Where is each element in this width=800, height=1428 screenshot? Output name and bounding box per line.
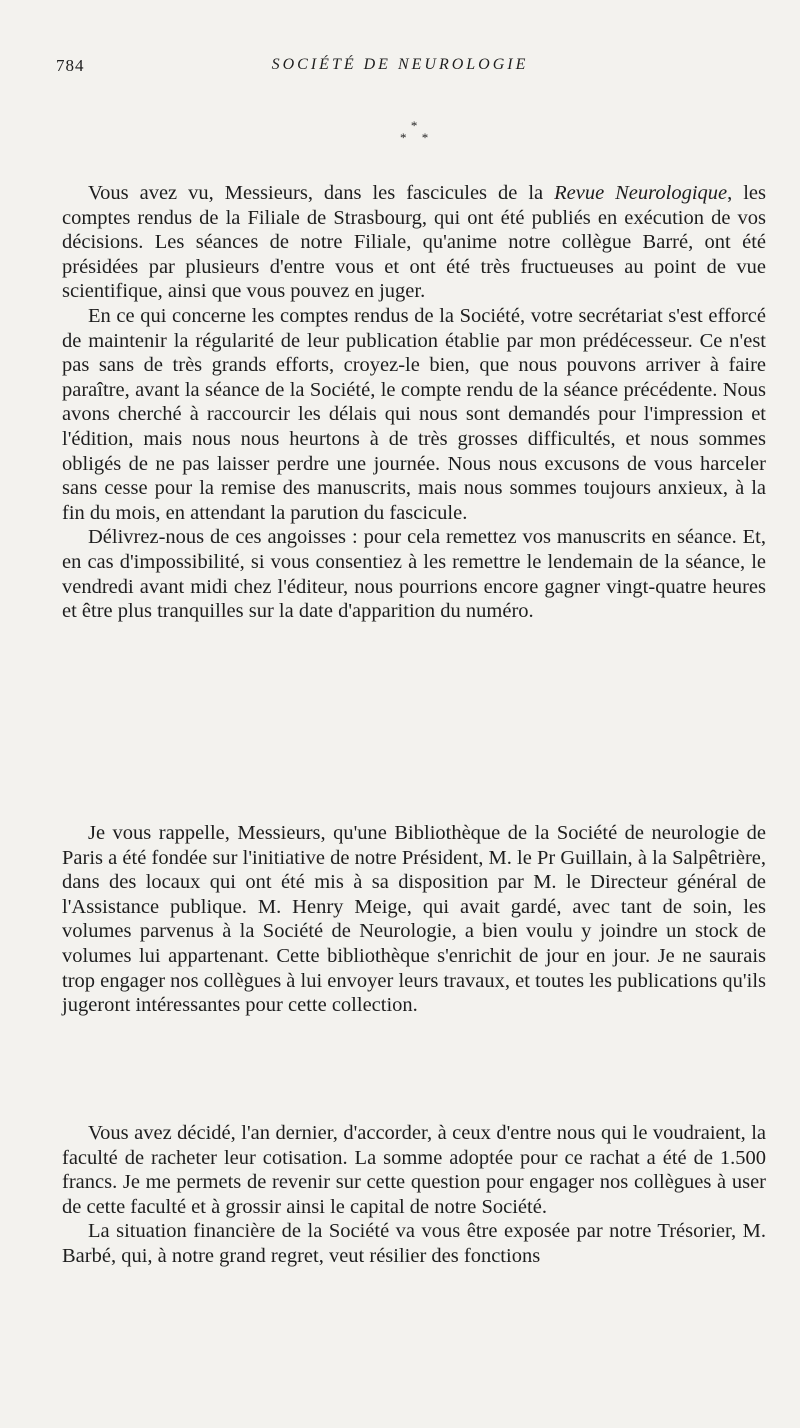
paragraph-manuscrits: Délivrez-nous de ces angoisses : pour cela remettez vos manuscrits en séance. Et, en cas d'impossibilité, si vous consentiez à les remettre le lendemain de la séance, le vendredi avant midi chez l'éditeur, nous pourrions encore gagner vingt-quatre heures et être plus tranquilles sur la date d'apparition du numéro.	[62, 526, 766, 623]
text-block-publications	[62, 181, 766, 624]
page-number: 784	[56, 56, 85, 75]
paragraph-cotisation: Vous avez décidé, l'an dernier, d'accorder, à ceux d'entre nous qui le voudraient, la faculté de racheter leur cotisation. La somme adoptée pour ce rachat a été de 1.500 francs. Je me permets de revenir sur cette question pour engager nos collègues à user de cette faculté et à grossir ainsi le capital de notre Société.	[62, 1122, 766, 1218]
paragraph-situation-financiere: La situation financière de la Société va vous être exposée par notre Trésorier, M. Barbé, qui, à notre grand regret, veut résilier des fonctions	[62, 1220, 766, 1267]
paragraph-filiale	[62, 181, 766, 304]
paragraph-filiale-after: , les comptes rendus de la Filiale de Strasbourg, qui ont été publiés en exécution de vos décisions. Les séances de notre Filiale, qu'anime notre collègue Barré, ont été présidées par plusieurs d'entre vous et ont été très fructueuses au point de vue scientifique, ainsi que vous pouvez en juger.	[62, 182, 766, 303]
section-separator	[400, 120, 434, 144]
running-title: SOCIÉTÉ DE NEUROLOGIE	[271, 56, 529, 73]
paragraph-bibliotheque: Je vous rappelle, Messieurs, qu'une Bibliothèque de la Société de neurologie de Paris a été fondée sur l'initiative de notre Président, M. le Pr Guillain, à la Salpêtrière, dans des locaux qui ont été mis à sa disposition par M. le Directeur général de l'Assistance publique. M. Henry Meige, qui avait gardé, avec tant de soin, les volumes parvenus à la Société de Neurologie, a bien voulu y joindre un stock de volumes lui appartenant. Cette bibliothèque s'enrichit de jour en jour. Je ne saurais trop engager nos collègues à lui envoyer leurs travaux, et toutes les publications qu'ils jugeront intéressantes pour cette collection.	[62, 822, 766, 1017]
paragraph-comptes-rendus: En ce qui concerne les comptes rendus de la Société, votre secrétariat s'est efforcé de maintenir la régularité de leur publication établie par mon prédécesseur. Ce n'est pas sans de très grands efforts, croyez-le bien, que nous pouvons arriver à faire paraître, avant la séance de la Société, le compte rendu de la séance précédente. Nous avons cherché à raccourcir les délais qui nous sont demandés pour l'impression et l'édition, mais nous nous heurtons à de très grosses difficultés, et nous sommes obligés de ne pas laisser perdre une journée. Nous nous excusons de vous harceler sans cesse pour la remise des manuscrits, mais nous sommes toujours anxieux, à la fin du mois, en attendant la parution du fascicule.	[62, 304, 766, 524]
text-block-cotisation	[62, 1121, 766, 1269]
journal-title: Revue Neurologique	[554, 182, 728, 204]
text-block-bibliotheque	[62, 821, 766, 1018]
separator-asterisk-top: *	[410, 118, 424, 133]
paragraph-filiale-before: Vous avez vu, Messieurs, dans les fascicules de la	[88, 182, 555, 204]
separator-asterisks-bottom: * *	[400, 130, 435, 145]
